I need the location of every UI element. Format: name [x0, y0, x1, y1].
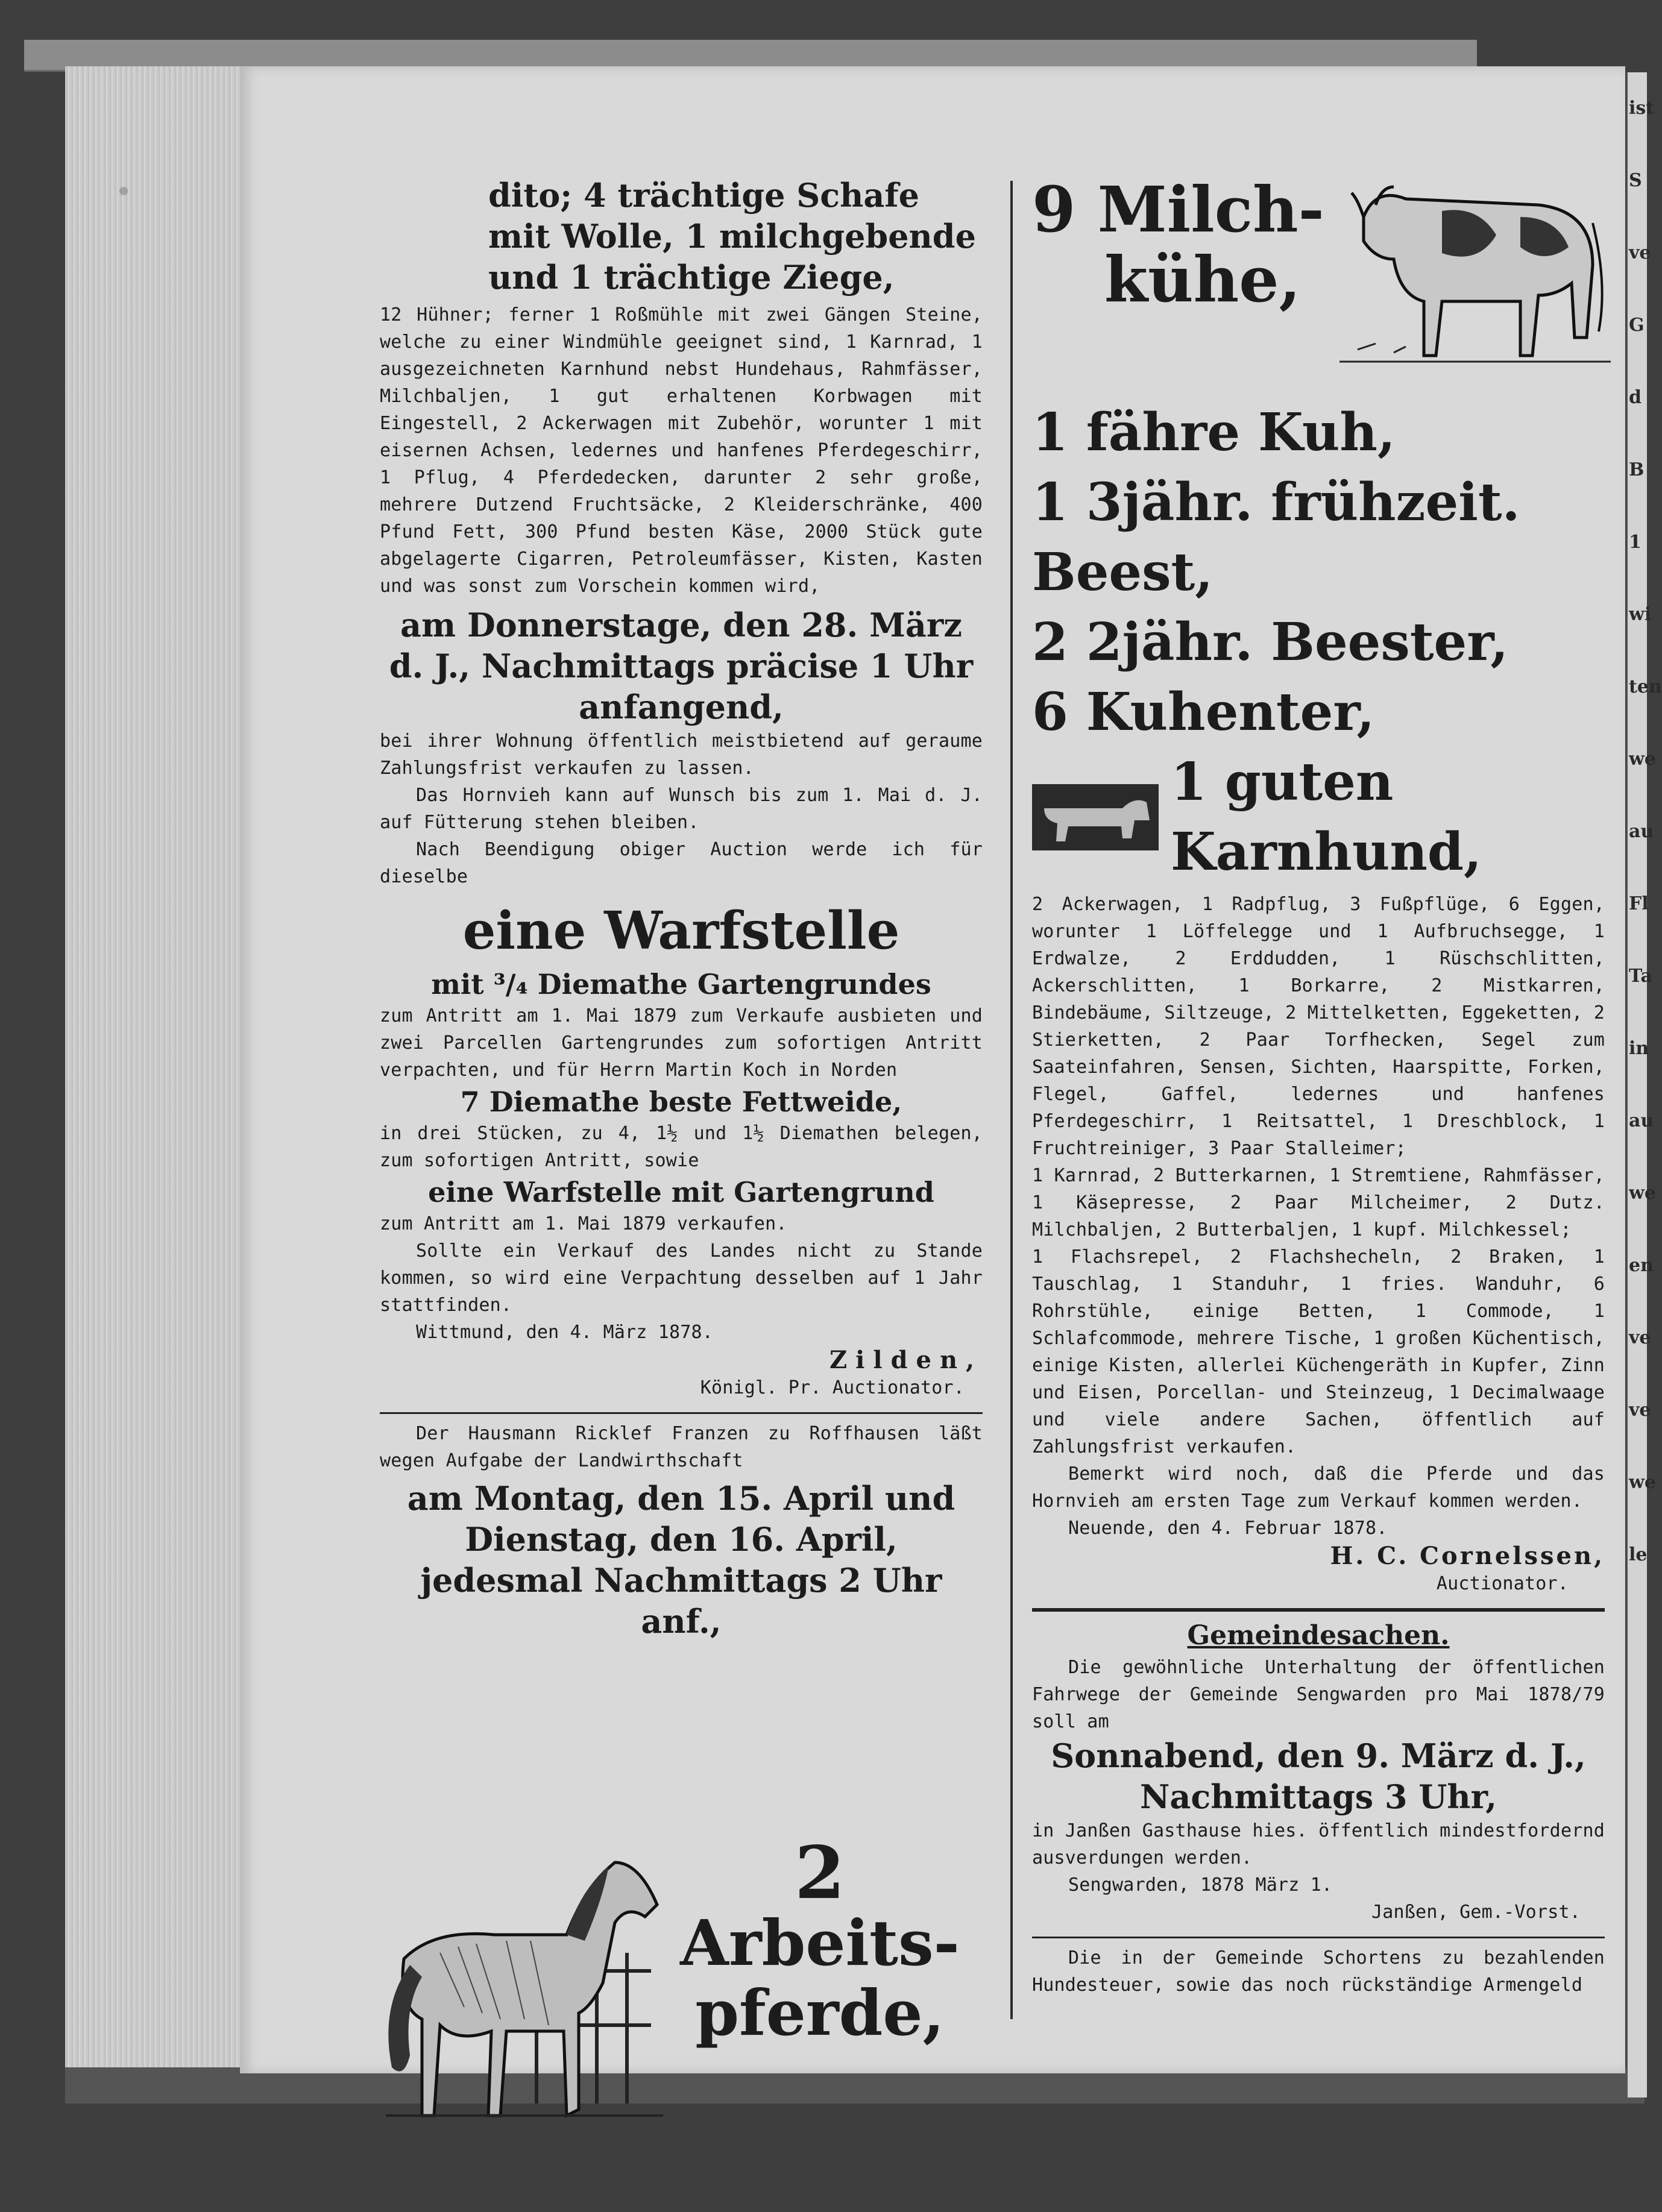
- cows-heading-block: [1032, 172, 1605, 398]
- left-column: [380, 175, 983, 1642]
- garden-heading: mit ³/₄ Diemathe Gartengrundes: [431, 968, 931, 1001]
- household-text: 1 Flachsrepel, 2 Flachshecheln, 2 Braken, 1 Tauschlag, 1 Standuhr, 1 fries. Wanduhr, 6 Rohrstühle, einige Betten, 1 Commode, 1 Schlafcommode, mehrere Tische, 1 großen Küchentisch, einige Kisten, allerlei Küchengeräth in Kupfer, Zinn und Eisen, Porcellan- und Steinzeug, 1 Decimalwaage und viele andere Sachen, öffentlich auf Zahlungsfrist verkaufen.: [1032, 1246, 1605, 1457]
- dairy-text: 1 Karnrad, 2 Butterkarnen, 1 Stremtiene, Rahmfässer, 1 Käsepresse, 2 Paar Milcheimer, 2 Dutz. Milchbaljen, 2 Butterbaljen, 1 kupf. Milchkessel;: [1032, 1165, 1605, 1240]
- horses-word2: pferde,: [695, 1976, 945, 2050]
- fettweide-text: in drei Stücken, zu 4, 1½ und 1½ Diemathen belegen, zum sofortigen Antritt, sowie: [380, 1123, 983, 1171]
- notice-separator: [380, 1412, 983, 1414]
- cows-line1: 9 Milch-: [1032, 172, 1324, 247]
- horse-area: [386, 1712, 989, 2212]
- cows-line2: kühe,: [1104, 242, 1301, 316]
- cow-item-4: 6 Kuhenter,: [1032, 682, 1375, 743]
- warfstelle-title: eine Warfstelle: [462, 900, 900, 961]
- adjacent-page-strip: [1626, 72, 1662, 2097]
- cow-illustration: [1339, 163, 1611, 380]
- notice2-text: Der Hausmann Ricklef Franzen zu Roffhausen läßt wegen Aufgabe der Landwirthschaft: [380, 1423, 983, 1471]
- gemeinde-signature: Janßen, Gem.-Vorst.: [1371, 1902, 1581, 1923]
- edge-fragments: ist S ve G d B 1 wi ten we au Fl Ta in au we en ve ve we le: [1629, 98, 1662, 1565]
- horses-number: 2: [795, 1830, 845, 1915]
- dog-heading: 1 guten Karnhund,: [1171, 752, 1482, 882]
- book-page-edges: [65, 66, 240, 2104]
- gemeinde-date: Sonnabend, den 9. März d. J., Nachmittags 3 Uhr,: [1051, 1736, 1586, 1816]
- intro-heading: dito; 4 trächtige Schafe mit Wolle, 1 milchgebende und 1 trächtige Ziege,: [488, 176, 976, 297]
- warfstelle2-text: zum Antritt am 1. Mai 1879 verkaufen.: [380, 1213, 787, 1234]
- cornelssen-signature: H. C. Cornelssen,: [1330, 1542, 1605, 1570]
- remark-text: Bemerkt wird noch, daß die Pferde und das Hornvieh am ersten Tage zum Verkauf kommen werden.: [1032, 1463, 1605, 1512]
- horse-section: [386, 1712, 989, 2212]
- horse-illustration: [386, 1850, 663, 2140]
- gemeinde-text2: in Janßen Gasthause hies. öffentlich mindestfordernd ausverdungen werden.: [1032, 1820, 1605, 1868]
- equipment-text: 2 Ackerwagen, 1 Radpflug, 3 Fußpflüge, 6 Eggen, worunter 1 Löffelegge und 1 Aufbruchsegge, 1 Erdwalze, 2 Erddudden, 1 Rüschschlitten, Ackerschlitten, 1 Borkarre, 2 Mistkarren, Bindebäume, Siltzeuge, 2 Mittelketten, Eggeketten, 2 Stierketten, 2 Paar Torfhecken, Segel zum Saateinfahren, Sensen, Sichten, Haarspitte, Forken, Flegel, Gaffel, ledernes und hanfenes Pferdegeschirr, 1 Reitsattel, 1 Dreschblock, 1 Fruchtreiniger, 3 Paar Stalleimer;: [1032, 894, 1605, 1159]
- notice2-date: am Montag, den 15. April und Dienstag, den 16. April, jedesmal Nachmittags 2 Uhr anf.,: [407, 1479, 955, 1641]
- dog-line: [1032, 747, 1605, 887]
- auction-date: am Donnerstage, den 28. März d. J., Nachmittags präcise 1 Uhr anfangend,: [389, 606, 974, 726]
- sale-text: bei ihrer Wohnung öffentlich meistbietend auf geraume Zahlungsfrist verkaufen zu lassen.: [380, 731, 983, 779]
- dog-icon: [1032, 784, 1159, 850]
- after-note: Nach Beendigung obiger Auction werde ich für dieselbe: [380, 839, 983, 887]
- cow-item-3: 2 2jähr. Beester,: [1032, 612, 1509, 673]
- horses-word1: Arbeits-: [680, 1906, 960, 1980]
- final-separator: [1032, 1937, 1605, 1938]
- cow-item-2: 1 3jähr. frühzeit. Beest,: [1032, 472, 1520, 603]
- place-date: Wittmund, den 4. März 1878.: [416, 1322, 714, 1343]
- cornelssen-title: Auctionator.: [1436, 1573, 1569, 1594]
- column-divider: [1010, 181, 1013, 2019]
- gemeinde-title: Gemeindesachen.: [1187, 1620, 1450, 1651]
- garden-text: zum Antritt am 1. Mai 1879 zum Verkaufe ausbieten und zwei Parcellen Gartengrundes zum sofortigen Antritt verpachten, und für Herrn Martin Koch in Norden: [380, 1005, 983, 1081]
- fettweide-heading: 7 Diemathe beste Fettweide,: [460, 1086, 902, 1118]
- final-text: Die in der Gemeinde Schortens zu bezahlenden Hundesteuer, sowie das noch rückständige Armengeld: [1032, 1947, 1605, 1996]
- cow-item-1: 1 fähre Kuh,: [1032, 402, 1396, 463]
- gemeinde-place-date: Sengwarden, 1878 März 1.: [1068, 1874, 1333, 1896]
- gemeinde-text: Die gewöhnliche Unterhaltung der öffentlichen Fahrwege der Gemeinde Sengwarden pro Mai 1878/79 soll am: [1032, 1657, 1605, 1732]
- auctioneer-signature: Zilden,: [829, 1346, 983, 1374]
- lease-note: Sollte ein Verkauf des Landes nicht zu Stande kommen, so wird eine Verpachtung desselben auf 1 Jahr stattfinden.: [380, 1240, 983, 1316]
- warfstelle2-heading: eine Warfstelle mit Gartengrund: [428, 1176, 934, 1208]
- gemeinde-separator: [1032, 1608, 1605, 1612]
- right-column: [1032, 172, 1605, 1999]
- auctioneer-title: Königl. Pr. Auctionator.: [700, 1377, 965, 1398]
- cattle-note: Das Hornvieh kann auf Wunsch bis zum 1. Mai d. J. auf Fütterung stehen bleiben.: [380, 785, 983, 833]
- horses-heading: [663, 1830, 977, 2050]
- right-place-date: Neuende, den 4. Februar 1878.: [1068, 1518, 1388, 1539]
- list-text: 12 Hühner; ferner 1 Roßmühle mit zwei Gängen Steine, welche zu einer Windmühle geeignet sind, 1 Karnrad, 1 ausgezeichneten Karnhund nebst Hundehaus, Rahmfässer, Milchbaljen, 1 gut erhaltenen Korbwagen mit Eingestell, 2 Ackerwagen mit Zubehör, worunter 1 mit eisernen Achsen, ledernes und hanfenes Pferdegeschirr, 1 Pflug, 4 Pferdedecken, darunter 2 sehr große, mehrere Dutzend Fruchtsäcke, 2 Kleiderschränke, 400 Pfund Fett, 300 Pfund besten Käse, 2000 Stück gute abgelagerte Cigarren, Petroleumfässer, Kisten, Kasten und was sonst zum Vorschein kommen wird,: [380, 304, 983, 597]
